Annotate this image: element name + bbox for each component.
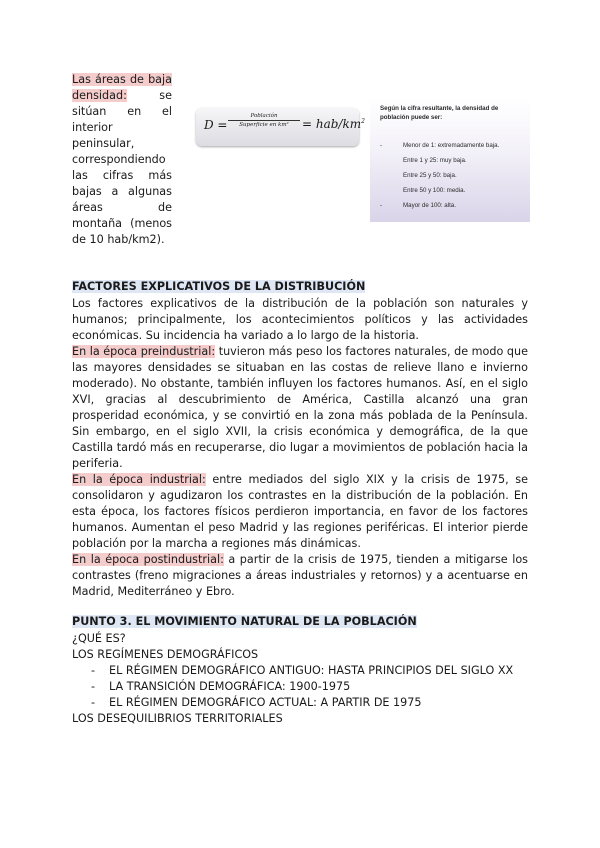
industrial-paragraph <box>72 472 528 552</box>
formula-exponent: 2 <box>361 118 365 125</box>
density-formula <box>196 108 365 146</box>
formula-fraction <box>228 112 300 129</box>
punto3-outline <box>72 631 532 727</box>
bullet-dash: - <box>91 696 96 709</box>
formula-rhs <box>302 117 365 131</box>
factores-body <box>72 296 528 600</box>
scale-item <box>380 153 530 168</box>
scale-item-text: Entre 50 y 100: media. <box>403 187 466 194</box>
formula-rhs-text: = hab/km <box>302 117 362 131</box>
preindustrial-text: tuvieron más peso los factores naturales, de modo que las mayores densidades se situaban en las costas de relieve llano e invierno moderado). No obstante, también influyen los factores humanos. Así, en el siglo XVI, gracias al descubrimiento de América, Castilla alcanzó una gran prosperidad económica, y se convirtió en la zona más poblada de la Península. Sin embargo, en el siglo XVII, la crisis económica y demográfica, de la que Castilla tardó más en recuperarse, dio lugar a movimientos de población hacia la periferia. <box>72 345 529 470</box>
regimen-item-text: EL RÉGIMEN DEMOGRÁFICO ACTUAL: A PARTIR DE 1975 <box>109 696 422 709</box>
postindustrial-label: En la época postindustrial: <box>72 553 224 566</box>
regimen-item <box>72 679 532 695</box>
formula-numerator: Población <box>228 112 300 121</box>
preindustrial-paragraph <box>72 344 528 472</box>
scale-item <box>380 138 530 153</box>
scale-item <box>380 168 530 183</box>
regimenes-heading: LOS REGÍMENES DEMOGRÁFICOS <box>72 648 259 661</box>
punto3-title-text: PUNTO 3. EL MOVIMIENTO NATURAL DE LA POBLACIÓN <box>72 615 417 628</box>
scale-list <box>380 138 530 213</box>
formula-denominator: Superficie en km² <box>239 122 289 128</box>
desequilibrios-heading: LOS DESEQUILIBRIOS TERRITORIALES <box>72 712 283 725</box>
scale-intro: Según la cifra resultante, la densidad de población puede ser: <box>380 105 499 121</box>
factores-title <box>72 280 365 293</box>
scale-item <box>380 198 530 213</box>
postindustrial-paragraph <box>72 552 528 600</box>
regimen-item <box>72 663 532 679</box>
scale-dash: - <box>380 202 383 209</box>
factores-title-text: FACTORES EXPLICATIVOS DE LA DISTRIBUCIÓN <box>72 280 366 293</box>
low-density-label: Las áreas de baja densidad: <box>72 73 172 102</box>
preindustrial-label: En la época preindustrial: <box>72 345 216 358</box>
bullet-dash: - <box>91 680 96 693</box>
regimen-item <box>72 695 532 711</box>
regimen-item-text: EL RÉGIMEN DEMOGRÁFICO ANTIGUO: HASTA PRINCIPIOS DEL SIGLO XX <box>109 664 514 677</box>
density-scale-box <box>370 98 530 222</box>
postindustrial-text: a partir de la crisis de 1975, tienden a mitigarse los contrastes (freno migraciones a áreas industriales y retornos) y a acentuarse en Madrid, Mediterráneo y Ebro. <box>72 553 528 598</box>
bullet-dash: - <box>91 664 96 677</box>
scale-dash: - <box>380 142 383 149</box>
low-density-paragraph <box>72 72 172 248</box>
formula-lhs: D = <box>204 118 228 132</box>
scale-item-text: Menor de 1: extremadamente baja. <box>403 142 500 149</box>
regimen-item-text: LA TRANSICIÓN DEMOGRÁFICA: 1900-1975 <box>109 680 351 693</box>
punto3-question: ¿QUÉ ES? <box>72 632 126 645</box>
factores-intro: Los factores explicativos de la distribución de la población son naturales y humanos; principalmente, los acontecimientos políticos y las actividades económicas. Su incidencia ha variado a lo largo de la historia. <box>72 297 528 342</box>
low-density-text: se sitúan en el interior peninsular, correspondiendo las cifras más bajas a algunas áreas de montaña (menos de 10 hab/km2). <box>72 89 172 246</box>
industrial-label: En la época industrial: <box>72 473 206 486</box>
scale-item-text: Entre 1 y 25: muy baja. <box>403 157 467 164</box>
industrial-text: entre mediados del siglo XIX y la crisis de 1975, se consolidaron y agudizaron los contrastes en la distribución de la población. En esta época, los factores físicos perdieron importancia, en favor de los factores humanos. Aumentan el peso Madrid y las regiones periféricas. El interior pierde población por la marcha a regiones más dinámicas. <box>72 473 528 550</box>
scale-item-text: Mayor de 100: alta. <box>403 202 456 209</box>
punto3-title <box>72 615 417 628</box>
scale-item <box>380 183 530 198</box>
scale-item-text: Entre 25 y 50: baja. <box>403 172 457 179</box>
